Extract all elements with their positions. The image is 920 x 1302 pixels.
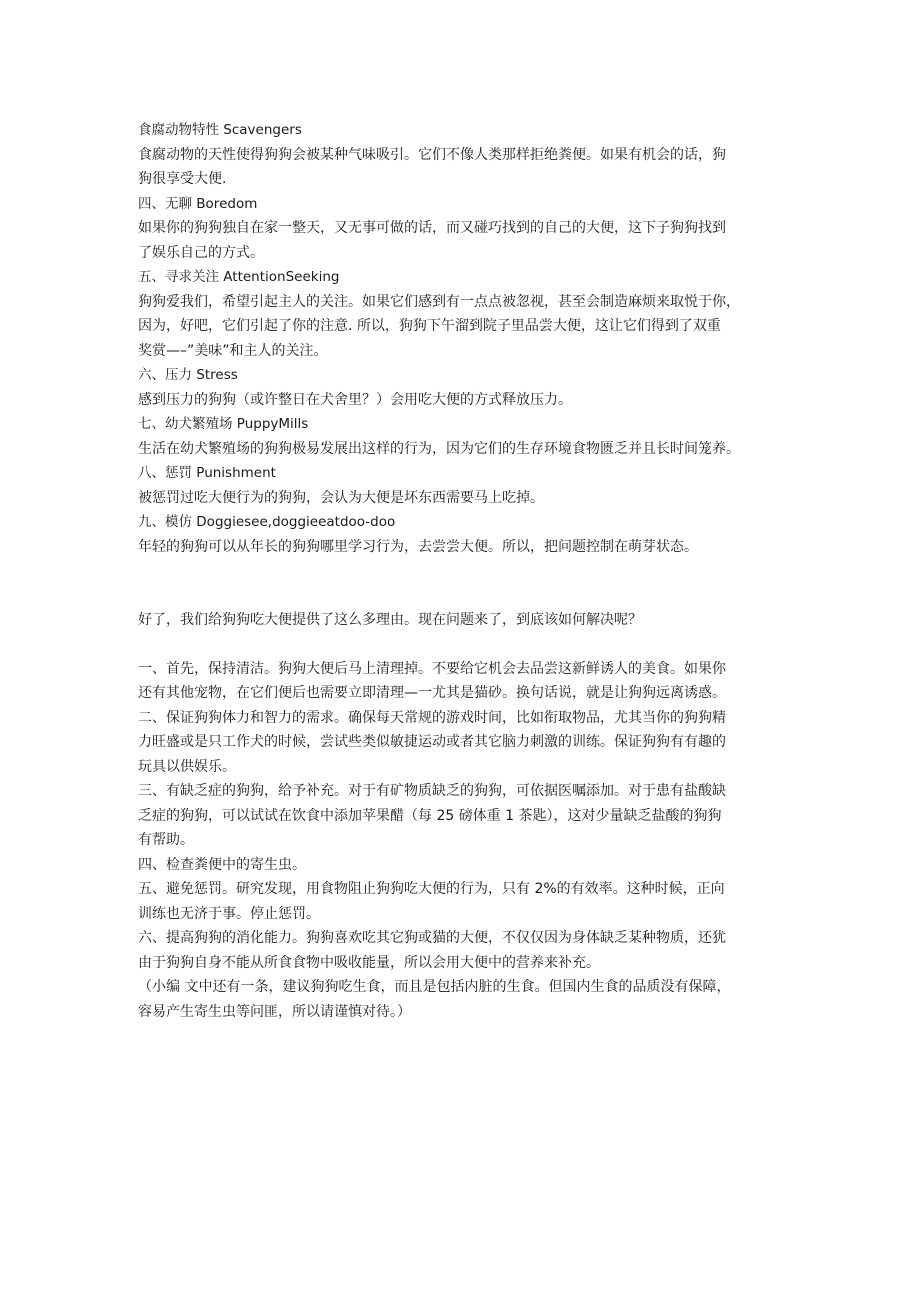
- section-heading: 食腐动物特性 Scavengers: [138, 122, 302, 138]
- transition-paragraph: 好了，我们给狗狗吃大便提供了这么多理由。现在问题来了，到底该如何解决呢？: [138, 612, 642, 628]
- section-gap: [138, 559, 798, 608]
- paragraph-line: 力旺盛或是只工作犬的时候，尝试些类似敏捷运动或者其它脑力刺激的训练。保证狗狗有有趣的: [138, 734, 726, 750]
- paragraph-line: 奖赏—–”美味”和主人的关注。: [138, 342, 328, 359]
- paragraph-line: 了娱乐自己的方式。: [138, 244, 264, 261]
- paragraph-line: 一、首先，保持清洁。狗狗大便后马上清理掉。不要给它机会去品尝这新鲜诱人的美食。如果你: [138, 660, 726, 677]
- section-heading: 六、压力 Stress: [138, 367, 238, 383]
- paragraph-line: 有帮助。: [138, 832, 194, 848]
- paragraph-line: 四、检查粪便中的寄生虫。: [138, 856, 306, 873]
- paragraph-line: 狗很享受大便.: [138, 171, 227, 187]
- paragraph-line: 食腐动物的天性使得狗狗会被某种气味吸引。它们不像人类那样拒绝粪便。如果有机会的话，狗: [138, 146, 726, 163]
- paragraph-gap: [138, 633, 798, 657]
- solutions-section: [138, 657, 798, 1025]
- paragraph-line: 二、保证狗狗体力和智力的需求。确保每天常规的游戏时间，比如衔取物品，尤其当你的狗狗精: [138, 709, 726, 726]
- paragraph-line: 如果你的狗狗独自在家一整天，又无事可做的话，而又碰巧找到的自己的大便，这下子狗狗找到: [138, 220, 726, 236]
- paragraph-line: 玩具以供娱乐。: [138, 758, 236, 775]
- paragraph-line: 因为，好吧，它们引起了你的注意. 所以，狗狗下午溜到院子里品尝大便，这让它们得到了双重: [138, 318, 721, 334]
- paragraph-line: 年轻的狗狗可以从年长的狗狗哪里学习行为，去尝尝大便。所以，把问题控制在萌芽状态。: [138, 538, 698, 555]
- paragraph-line: 感到压力的狗狗（或许整日在犬舍里？）会用吃大便的方式释放压力。: [138, 391, 572, 408]
- section-heading: 五、寻求关注 AttentionSeeking: [138, 269, 340, 285]
- paragraph-line: 被惩罚过吃大便行为的狗狗，会认为大便是坏东西需要马上吃掉。: [138, 489, 544, 506]
- paragraph-line: 六、提高狗狗的消化能力。狗狗喜欢吃其它狗或猫的大便，不仅仅因为身体缺乏某种物质，还犹: [138, 930, 726, 946]
- paragraph-line: 五、避免惩罚。研究发现，用食物阻止狗狗吃大便的行为，只有 2%的有效率。这种时候，正向: [138, 881, 725, 897]
- paragraph-line: 容易产生寄生虫等问匪，所以请谨慎对待。）: [138, 1003, 411, 1020]
- paragraph-line: 生活在幼犬繁殖场的狗狗极易发展出这样的行为，因为它们的生存环境食物匮乏并且长时间笼养。: [138, 440, 740, 457]
- paragraph-line: 还有其他宠物，在它们便后也需要立即清理—一尤其是猫砂。换句话说，就是让狗狗远离诱惑。: [138, 685, 726, 701]
- section-heading: 七、幼犬繁殖场 PuppyMills: [138, 416, 309, 432]
- paragraph-line: 三、有缺乏症的狗狗，给予补充。对于有矿物质缺乏的狗狗，可依据医嘱添加。对于患有盐酸缺: [138, 783, 726, 799]
- section-heading: 九、模仿 Doggiesee,doggieeatdoo-doo: [138, 514, 396, 530]
- paragraph-line: 狗狗爱我们，希望引起主人的关注。如果它们感到有一点点被忽视，甚至会制造麻烦来取悦于你，: [138, 293, 740, 310]
- document-page: [138, 118, 798, 1024]
- paragraph-line: 由于狗狗自身不能从所食食物中吸收能量，所以会用大便中的营养来补充。: [138, 954, 600, 971]
- paragraph-line: 乏症的狗狗，可以试试在饮食中添加苹果醋（每 25 磅体重 1 茶匙），这对少量缺乏盐酸的狗狗: [138, 807, 722, 824]
- paragraph-line: （小编 文中还有一条，建议狗狗吃生食，而且是包括内脏的生食。但国内生食的品质没有保障，: [138, 979, 731, 995]
- section-heading: 八、惩罚 Punishment: [138, 465, 276, 481]
- reasons-section: [138, 118, 798, 559]
- section-heading: 四、无聊 Boredom: [138, 195, 258, 212]
- paragraph-line: 训练也无济于事。停止惩罚。: [138, 905, 320, 922]
